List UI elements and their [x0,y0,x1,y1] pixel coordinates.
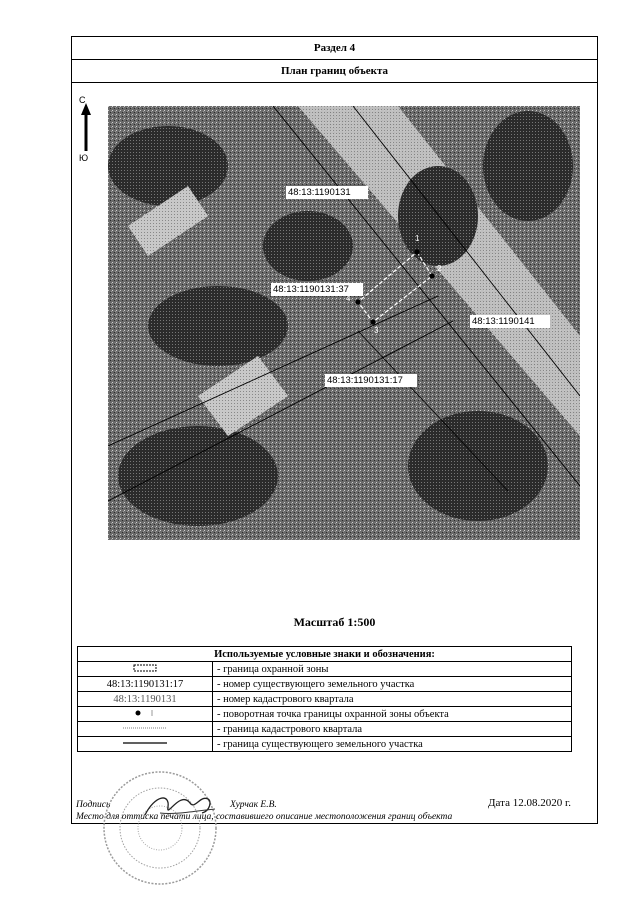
map-point-label: 4 [346,294,351,303]
legend-text: - номер существующего земельного участка [213,677,572,692]
legend-symbol-zone [78,662,213,677]
map-label-parcel-37: 48:13:1190131:37 [273,284,349,295]
legend-title: Используемые условные знаки и обозначения: [78,647,572,662]
document-date: Дата 12.08.2020 г. [488,797,571,809]
map-point-label: 3 [374,326,379,335]
signature-label: Подпись [76,800,111,810]
page-title: План границ объекта [72,60,597,83]
map-point-label: 1 [415,234,420,243]
compass-south-label: Ю [79,153,89,163]
document-sheet [71,36,598,824]
map-label-parcel-17: 48:13:1190131:17 [327,375,403,386]
legend-symbol-quarter-number: 48:13:1190131 [78,692,213,707]
compass-north-label: С [79,95,86,105]
legend-text: - граница кадастрового квартала [213,722,572,737]
legend-symbol-parcel-boundary [78,737,213,752]
legend-symbol-parcel-number: 48:13:1190131:17 [78,677,213,692]
section-header: Раздел 4 [72,37,597,60]
legend-symbol-point [78,707,213,722]
legend-row [78,737,572,752]
compass-icon [78,95,98,167]
signer-name: Хурчак Е.В. [230,800,277,810]
legend-row [78,662,572,677]
scale-label: Масштаб 1:500 [293,615,376,629]
signature-icon [140,785,220,825]
legend-text: - номер кадастрового квартала [213,692,572,707]
map-label-quarter-right: 48:13:1190141 [472,316,535,327]
legend-row [78,692,572,707]
aerial-map [108,106,580,540]
legend-text: - граница существующего земельного участка [213,737,572,752]
legend-row [78,677,572,692]
legend-text: - поворотная точка границы охранной зоны объекта [213,707,572,722]
legend-row [78,722,572,737]
legend-row [78,707,572,722]
legend-symbol-quarter-boundary [78,722,213,737]
stamp-place-note: Место для оттиска печати лица, составившего описание местоположения границ объекта [76,812,453,822]
map-label-quarter: 48:13:1190131 [288,187,351,198]
map-point-label: 2 [437,264,442,273]
legend-table [77,646,572,752]
legend-text: - граница охранной зоны [213,662,572,677]
